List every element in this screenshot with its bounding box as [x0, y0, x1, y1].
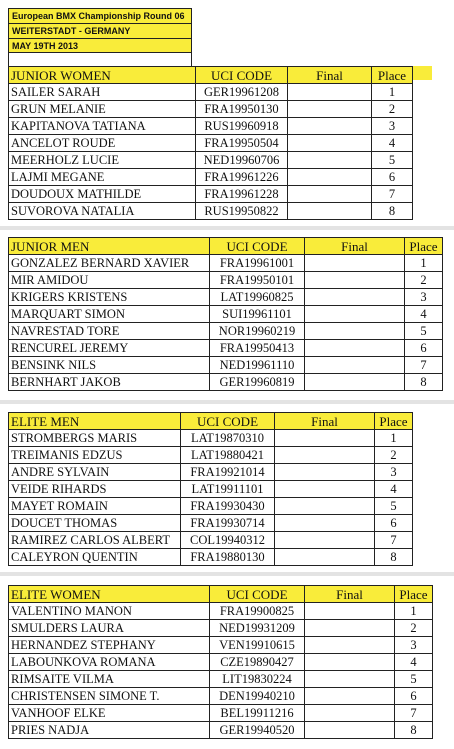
place-number: 7	[375, 532, 413, 549]
place-number: 4	[405, 306, 443, 323]
uci-code: FRA19950130	[196, 101, 288, 118]
final-result	[305, 272, 405, 289]
rider-name: RAMIREZ CARLOS ALBERT	[9, 532, 181, 549]
place-number: 5	[405, 323, 443, 340]
place-number: 6	[405, 340, 443, 357]
rider-name: VALENTINO MANON	[9, 603, 210, 620]
final-result	[288, 169, 372, 186]
table-row	[9, 289, 443, 306]
table-row	[9, 603, 433, 620]
uci-code: SUI19961101	[210, 306, 305, 323]
final-result	[288, 203, 372, 220]
table-row	[9, 430, 413, 447]
final-result	[305, 620, 395, 637]
table-row	[9, 464, 413, 481]
rider-name: DOUCET THOMAS	[9, 515, 181, 532]
rider-name: NAVRESTAD TORE	[9, 323, 210, 340]
place-number: 1	[375, 430, 413, 447]
place-number: 7	[395, 705, 433, 722]
place-number: 2	[405, 272, 443, 289]
uci-code: CZE19890427	[210, 654, 305, 671]
category-header: ELITE MEN	[9, 413, 181, 430]
place-number: 5	[395, 671, 433, 688]
rider-name: GONZALEZ BERNARD XAVIER	[9, 255, 210, 272]
place-number: 4	[395, 654, 433, 671]
table-row	[9, 169, 413, 186]
final-result	[305, 255, 405, 272]
place-number: 5	[375, 498, 413, 515]
final-result	[275, 515, 375, 532]
uci-code: FRA19930714	[181, 515, 275, 532]
place-number: 2	[372, 101, 413, 118]
final-result	[275, 464, 375, 481]
place-number: 4	[372, 135, 413, 152]
table-header-row	[9, 586, 433, 603]
place-number: 1	[372, 84, 413, 101]
uci-code: NOR19960219	[210, 323, 305, 340]
category-header: ELITE WOMEN	[9, 586, 210, 603]
uci-code: GER19960819	[210, 374, 305, 391]
rider-name: MAYET ROMAIN	[9, 498, 181, 515]
final-result	[305, 637, 395, 654]
final-result	[288, 118, 372, 135]
rider-name: RIMSAITE VILMA	[9, 671, 210, 688]
uci-code: LAT19911101	[181, 481, 275, 498]
rider-name: BENSINK NILS	[9, 357, 210, 374]
final-header: Final	[275, 413, 375, 430]
place-number: 7	[372, 186, 413, 203]
rider-name: PRIES NADJA	[9, 722, 210, 739]
uci-code: FRA19880130	[181, 549, 275, 566]
rider-name: SMULDERS LAURA	[9, 620, 210, 637]
uci-code: LAT19960825	[210, 289, 305, 306]
final-result	[305, 603, 395, 620]
uci-code: FRA19961228	[196, 186, 288, 203]
highlight-flag	[412, 66, 432, 80]
table-header-row	[9, 413, 413, 430]
table-row	[9, 515, 413, 532]
table-header-row	[9, 238, 443, 255]
uci-code: FRA19961001	[210, 255, 305, 272]
table-row	[9, 84, 413, 101]
rider-name: CALEYRON QUENTIN	[9, 549, 181, 566]
final-result	[305, 306, 405, 323]
final-result	[305, 688, 395, 705]
section-separator	[0, 226, 454, 230]
final-result	[288, 135, 372, 152]
place-number: 5	[372, 152, 413, 169]
uci-code: NED19931209	[210, 620, 305, 637]
final-header: Final	[288, 67, 372, 84]
final-result	[305, 705, 395, 722]
table-row	[9, 186, 413, 203]
table-row	[9, 498, 413, 515]
place-number: 8	[372, 203, 413, 220]
rider-name: MEERHOLZ LUCIE	[9, 152, 196, 169]
results-table-elite-men	[8, 412, 413, 566]
uci-code: DEN19940210	[210, 688, 305, 705]
rider-name: GRUN MELANIE	[9, 101, 196, 118]
uci-code-header: UCI CODE	[210, 238, 305, 255]
final-result	[305, 654, 395, 671]
rider-name: DOUDOUX MATHILDE	[9, 186, 196, 203]
table-body	[9, 238, 443, 391]
rider-name: VEIDE RIHARDS	[9, 481, 181, 498]
table-row	[9, 306, 443, 323]
uci-code-header: UCI CODE	[181, 413, 275, 430]
rider-name: SAILER SARAH	[9, 84, 196, 101]
place-number: 3	[395, 637, 433, 654]
table-row	[9, 620, 433, 637]
place-number: 8	[405, 374, 443, 391]
category-header: JUNIOR WOMEN	[9, 67, 196, 84]
uci-code: BEL19911216	[210, 705, 305, 722]
uci-code: RUS19960918	[196, 118, 288, 135]
final-result	[305, 722, 395, 739]
table-row	[9, 101, 413, 118]
table-row	[9, 203, 413, 220]
rider-name: MIR AMIDOU	[9, 272, 210, 289]
final-result	[305, 340, 405, 357]
table-row	[9, 374, 443, 391]
table-header-row	[9, 67, 413, 84]
place-number: 8	[395, 722, 433, 739]
final-result	[275, 498, 375, 515]
table-body	[9, 586, 433, 739]
uci-code: FRA19961226	[196, 169, 288, 186]
uci-code: FRA19930430	[181, 498, 275, 515]
place-header: Place	[405, 238, 443, 255]
table-body	[9, 413, 413, 566]
rider-name: TREIMANIS EDZUS	[9, 447, 181, 464]
place-number: 6	[372, 169, 413, 186]
uci-code: VEN19910615	[210, 637, 305, 654]
table-row	[9, 118, 413, 135]
table-row	[9, 481, 413, 498]
event-title: European BMX Championship Round 06	[8, 8, 192, 23]
uci-code: FRA19950413	[210, 340, 305, 357]
table-row	[9, 135, 413, 152]
place-header: Place	[375, 413, 413, 430]
uci-code: NED19961110	[210, 357, 305, 374]
event-location: WEITERSTADT - GERMANY	[8, 23, 192, 38]
table-row	[9, 272, 443, 289]
rider-name: LABOUNKOVA ROMANA	[9, 654, 210, 671]
place-number: 4	[375, 481, 413, 498]
place-number: 1	[395, 603, 433, 620]
uci-code-header: UCI CODE	[196, 67, 288, 84]
final-result	[305, 357, 405, 374]
uci-code: FRA19950101	[210, 272, 305, 289]
place-number: 6	[375, 515, 413, 532]
place-header: Place	[372, 67, 413, 84]
place-number: 1	[405, 255, 443, 272]
uci-code: COL19940312	[181, 532, 275, 549]
results-table-junior-men	[8, 237, 443, 391]
table-row	[9, 255, 443, 272]
final-header: Final	[305, 586, 395, 603]
results-table-junior-women	[8, 66, 413, 220]
table-row	[9, 532, 413, 549]
rider-name: MARQUART SIMON	[9, 306, 210, 323]
place-number: 6	[395, 688, 433, 705]
uci-code: LAT19870310	[181, 430, 275, 447]
place-number: 7	[405, 357, 443, 374]
rider-name: BERNHART JAKOB	[9, 374, 210, 391]
uci-code: RUS19950822	[196, 203, 288, 220]
table-row	[9, 671, 433, 688]
table-row	[9, 637, 433, 654]
place-number: 3	[372, 118, 413, 135]
table-row	[9, 722, 433, 739]
place-number: 3	[375, 464, 413, 481]
rider-name: STROMBERGS MARIS	[9, 430, 181, 447]
table-row	[9, 323, 443, 340]
table-row	[9, 654, 433, 671]
rider-name: KAPITANOVA TATIANA	[9, 118, 196, 135]
final-result	[275, 430, 375, 447]
final-header: Final	[305, 238, 405, 255]
final-result	[288, 152, 372, 169]
uci-code: GER19940520	[210, 722, 305, 739]
section-separator	[0, 400, 454, 404]
table-row	[9, 549, 413, 566]
event-date: MAY 19TH 2013	[8, 38, 192, 53]
uci-code: FRA19950504	[196, 135, 288, 152]
final-result	[275, 549, 375, 566]
table-row	[9, 705, 433, 722]
place-number: 3	[405, 289, 443, 306]
table-body	[9, 67, 413, 220]
table-row	[9, 152, 413, 169]
final-result	[305, 323, 405, 340]
uci-code: LAT19880421	[181, 447, 275, 464]
final-result	[288, 101, 372, 118]
place-header: Place	[395, 586, 433, 603]
rider-name: RENCUREL JEREMY	[9, 340, 210, 357]
final-result	[288, 186, 372, 203]
table-row	[9, 447, 413, 464]
rider-name: VANHOOF ELKE	[9, 705, 210, 722]
uci-code: FRA19900825	[210, 603, 305, 620]
uci-code: NED19960706	[196, 152, 288, 169]
uci-code: FRA19921014	[181, 464, 275, 481]
final-result	[305, 374, 405, 391]
table-row	[9, 688, 433, 705]
rider-name: ANCELOT ROUDE	[9, 135, 196, 152]
final-result	[275, 532, 375, 549]
rider-name: HERNANDEZ STEPHANY	[9, 637, 210, 654]
final-result	[275, 481, 375, 498]
rider-name: LAJMI MEGANE	[9, 169, 196, 186]
place-number: 8	[375, 549, 413, 566]
final-result	[288, 84, 372, 101]
results-table-elite-women	[8, 585, 433, 739]
rider-name: CHRISTENSEN SIMONE T.	[9, 688, 210, 705]
table-row	[9, 340, 443, 357]
section-separator	[0, 572, 454, 576]
rider-name: SUVOROVA NATALIA	[9, 203, 196, 220]
final-result	[305, 289, 405, 306]
final-result	[305, 671, 395, 688]
place-number: 2	[375, 447, 413, 464]
category-header: JUNIOR MEN	[9, 238, 210, 255]
uci-code: LIT19830224	[210, 671, 305, 688]
final-result	[275, 447, 375, 464]
uci-code-header: UCI CODE	[210, 586, 305, 603]
rider-name: KRIGERS KRISTENS	[9, 289, 210, 306]
rider-name: ANDRE SYLVAIN	[9, 464, 181, 481]
table-row	[9, 357, 443, 374]
place-number: 2	[395, 620, 433, 637]
uci-code: GER19961208	[196, 84, 288, 101]
